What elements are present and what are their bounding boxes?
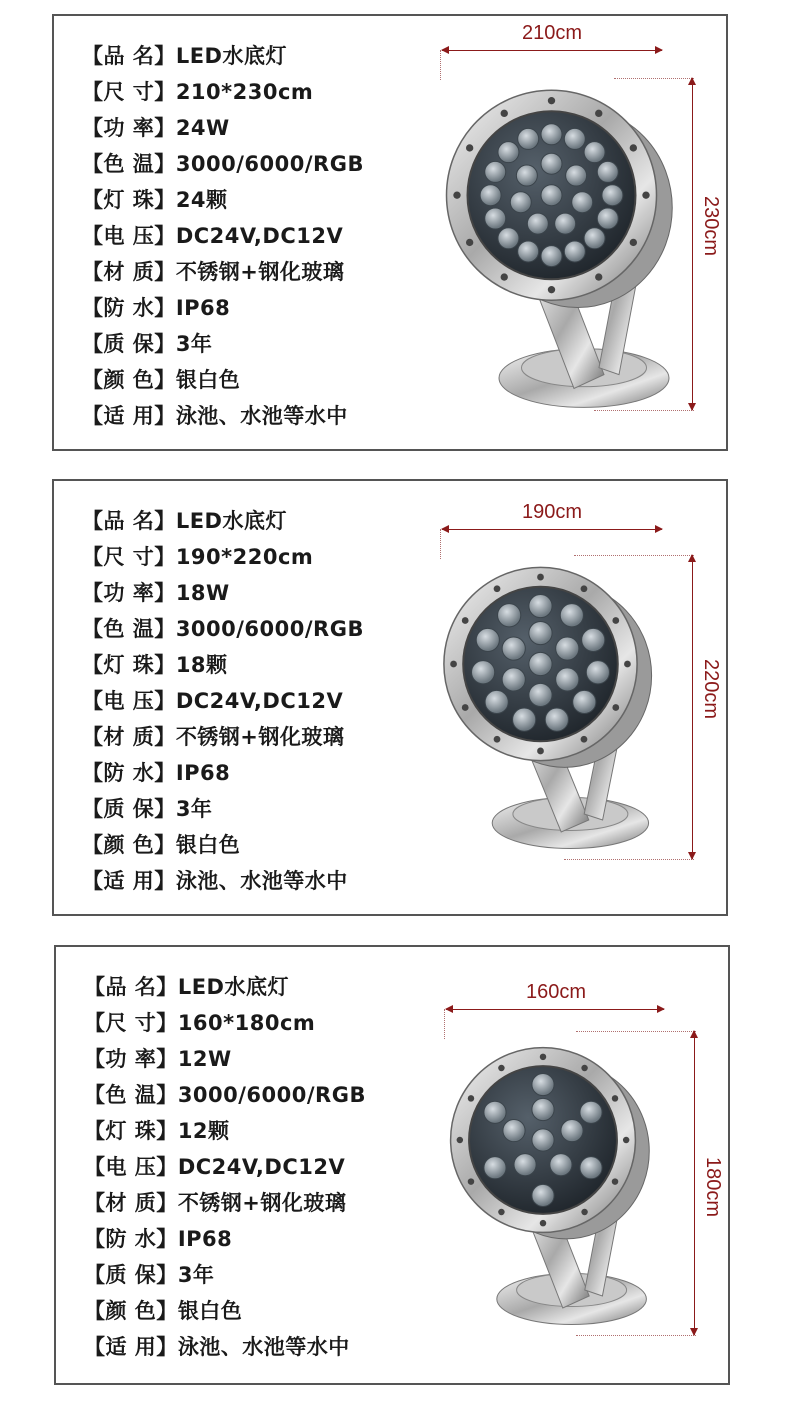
- led-bead: [532, 1184, 554, 1206]
- spec-row-voltage: [84, 1149, 366, 1185]
- spec-row-size: [84, 1005, 366, 1041]
- spec-key: 【材 质】: [82, 260, 176, 284]
- led-bead: [480, 185, 501, 206]
- ring-screw: [612, 1178, 618, 1184]
- spec-row-color: [84, 1293, 366, 1329]
- spec-value: 3000/6000/RGB: [177, 1083, 366, 1107]
- spec-key: 【颜 色】: [82, 833, 176, 857]
- led-bead: [580, 1157, 602, 1179]
- spec-key: 【材 质】: [82, 725, 176, 749]
- spec-row-warranty: [82, 326, 364, 362]
- spec-key: 【品 名】: [84, 975, 178, 999]
- led-bead: [484, 1101, 506, 1123]
- led-bead: [518, 128, 539, 149]
- height-dimension-arrow: [692, 78, 693, 410]
- spec-row-voltage: [82, 683, 364, 719]
- ring-screw: [494, 736, 501, 743]
- spec-row-beads: [82, 647, 364, 683]
- led-bead: [485, 208, 506, 229]
- spec-row-power: [82, 575, 364, 611]
- led-bead: [502, 668, 525, 691]
- ring-screw: [612, 617, 619, 624]
- ring-screw: [581, 736, 588, 743]
- spec-row-material: [82, 254, 364, 290]
- spec-row-waterproof: [82, 290, 364, 326]
- underwater-lamp-image: [444, 1032, 664, 1332]
- spec-row-waterproof: [84, 1221, 366, 1257]
- spec-row-size: [82, 74, 364, 110]
- spec-key: 【功 率】: [84, 1047, 178, 1071]
- product-card-18w: [52, 479, 728, 916]
- ring-screw: [537, 748, 544, 755]
- spec-row-color: [82, 827, 364, 863]
- spec-value: IP68: [177, 1227, 233, 1251]
- ring-screw: [501, 273, 508, 280]
- spec-value: 不锈钢+钢化玻璃: [177, 1191, 347, 1215]
- led-bead: [529, 594, 552, 617]
- led-bead: [564, 128, 585, 149]
- led-bead: [560, 604, 583, 627]
- spec-row-usage: [84, 1329, 366, 1365]
- spec-value: 12颗: [177, 1119, 230, 1143]
- ring-screw: [540, 1054, 546, 1060]
- ring-screw: [466, 239, 473, 246]
- spec-row-size: [82, 539, 364, 575]
- spec-key: 【功 率】: [82, 116, 176, 140]
- spec-key: 【色 温】: [82, 617, 176, 641]
- spec-value: 210*230cm: [175, 80, 314, 104]
- spec-row-power: [82, 110, 364, 146]
- led-bead: [518, 241, 539, 262]
- led-bead: [580, 1101, 602, 1123]
- spec-key: 【颜 色】: [82, 368, 176, 392]
- led-bead: [550, 1154, 572, 1176]
- spec-key: 【防 水】: [82, 296, 176, 320]
- ring-screw: [466, 144, 473, 151]
- spec-row-color-temp: [82, 611, 364, 647]
- underwater-lamp-image: [437, 556, 667, 856]
- spec-value: 3年: [177, 1263, 215, 1287]
- spec-key: 【品 名】: [82, 509, 176, 533]
- spec-value: IP68: [175, 761, 231, 785]
- led-bead: [529, 621, 552, 644]
- spec-key: 【灯 珠】: [84, 1119, 178, 1143]
- spec-value: 3000/6000/RGB: [175, 617, 364, 641]
- led-bead: [545, 708, 568, 731]
- ring-screw: [468, 1178, 474, 1184]
- spec-list: [84, 969, 366, 1365]
- height-dimension-arrow: [692, 555, 693, 859]
- spec-row-name: [82, 38, 364, 74]
- spec-list: [82, 38, 364, 434]
- led-bead: [556, 668, 579, 691]
- ring-screw: [612, 704, 619, 711]
- spec-row-material: [84, 1185, 366, 1221]
- led-bead: [555, 213, 576, 234]
- led-bead: [514, 1154, 536, 1176]
- ring-screw: [642, 192, 649, 199]
- spec-row-beads: [84, 1113, 366, 1149]
- spec-key: 【防 水】: [84, 1227, 178, 1251]
- spec-key: 【灯 珠】: [82, 653, 176, 677]
- width-dimension-label: 190cm: [521, 501, 583, 523]
- spec-key: 【质 保】: [82, 797, 176, 821]
- spec-key: 【适 用】: [84, 1335, 178, 1359]
- led-bead: [597, 161, 618, 182]
- spec-value: DC24V,DC12V: [177, 1155, 346, 1179]
- led-bead: [573, 690, 596, 713]
- spec-value: 泳池、水池等水中: [175, 869, 348, 893]
- led-bead: [498, 142, 519, 163]
- led-bead: [532, 1098, 554, 1120]
- spec-row-warranty: [82, 791, 364, 827]
- led-bead: [502, 637, 525, 660]
- ring-screw: [612, 1095, 618, 1101]
- ring-screw: [630, 239, 637, 246]
- ring-screw: [581, 585, 588, 592]
- ring-screw: [595, 110, 602, 117]
- spec-value: 3年: [175, 797, 213, 821]
- led-bead: [529, 683, 552, 706]
- height-dimension-arrow: [694, 1031, 695, 1335]
- spec-key: 【适 用】: [82, 404, 176, 428]
- spec-key: 【质 保】: [84, 1263, 178, 1287]
- spec-value: 银白色: [175, 368, 241, 392]
- led-bead: [541, 153, 562, 174]
- spec-row-power: [84, 1041, 366, 1077]
- led-bead: [556, 637, 579, 660]
- led-bead: [541, 124, 562, 145]
- spec-key: 【材 质】: [84, 1191, 178, 1215]
- spec-value: 不锈钢+钢化玻璃: [175, 725, 345, 749]
- led-bead: [498, 604, 521, 627]
- ring-screw: [581, 1209, 587, 1215]
- ring-screw: [548, 97, 555, 104]
- spec-row-material: [82, 719, 364, 755]
- led-bead: [532, 1129, 554, 1151]
- spec-value: 不锈钢+钢化玻璃: [175, 260, 345, 284]
- spec-row-warranty: [84, 1257, 366, 1293]
- led-bead: [498, 228, 519, 249]
- spec-row-color-temp: [82, 146, 364, 182]
- spec-value: 泳池、水池等水中: [175, 404, 348, 428]
- width-dimension-arrow: [442, 529, 662, 530]
- spec-key: 【灯 珠】: [82, 188, 176, 212]
- ring-screw: [624, 661, 631, 668]
- width-dimension-label: 160cm: [525, 981, 587, 1003]
- led-bead: [485, 690, 508, 713]
- ring-screw: [537, 574, 544, 581]
- spec-row-waterproof: [82, 755, 364, 791]
- spec-row-color-temp: [84, 1077, 366, 1113]
- spec-row-usage: [82, 398, 364, 434]
- spec-value: LED水底灯: [175, 44, 287, 68]
- ring-screw: [494, 585, 501, 592]
- spec-row-color: [82, 362, 364, 398]
- spec-value: LED水底灯: [177, 975, 289, 999]
- spec-row-name: [82, 503, 364, 539]
- spec-key: 【电 压】: [82, 224, 176, 248]
- led-bead: [503, 1119, 525, 1141]
- ring-screw: [453, 192, 460, 199]
- spec-value: 3000/6000/RGB: [175, 152, 364, 176]
- led-bead: [582, 628, 605, 651]
- spec-key: 【适 用】: [82, 869, 176, 893]
- spec-value: 190*220cm: [175, 545, 314, 569]
- ring-screw: [548, 286, 555, 293]
- spec-row-usage: [82, 863, 364, 899]
- led-bead: [586, 661, 609, 684]
- spec-key: 【质 保】: [82, 332, 176, 356]
- underwater-lamp-image: [439, 71, 689, 416]
- ring-screw: [595, 273, 602, 280]
- led-bead: [584, 142, 605, 163]
- spec-value: 18W: [175, 581, 230, 605]
- ring-screw: [581, 1065, 587, 1071]
- ring-screw: [540, 1220, 546, 1226]
- led-bead: [597, 208, 618, 229]
- spec-value: 银白色: [175, 833, 241, 857]
- spec-key: 【颜 色】: [84, 1299, 178, 1323]
- spec-key: 【防 水】: [82, 761, 176, 785]
- width-dimension-arrow: [442, 50, 662, 51]
- led-bead: [527, 213, 548, 234]
- led-bead: [513, 708, 536, 731]
- led-bead: [584, 228, 605, 249]
- height-dimension-label: 180cm: [702, 1157, 724, 1218]
- ring-screw: [462, 704, 469, 711]
- led-bead: [476, 628, 499, 651]
- spec-key: 【色 温】: [84, 1083, 178, 1107]
- spec-value: 银白色: [177, 1299, 243, 1323]
- ring-screw: [450, 661, 457, 668]
- led-bead: [541, 246, 562, 267]
- led-bead: [529, 652, 552, 675]
- width-dimension-label: 210cm: [521, 22, 583, 44]
- spec-key: 【功 率】: [82, 581, 176, 605]
- spec-value: 泳池、水池等水中: [177, 1335, 350, 1359]
- led-bead: [572, 192, 593, 213]
- led-bead: [485, 161, 506, 182]
- spec-value: 3年: [175, 332, 213, 356]
- led-bead: [561, 1119, 583, 1141]
- spec-key: 【尺 寸】: [82, 545, 176, 569]
- ring-screw: [457, 1137, 463, 1143]
- height-dimension-label: 220cm: [700, 659, 722, 720]
- spec-value: DC24V,DC12V: [175, 689, 344, 713]
- spec-key: 【电 压】: [82, 689, 176, 713]
- spec-value: 12W: [177, 1047, 232, 1071]
- led-bead: [510, 192, 531, 213]
- spec-list: [82, 503, 364, 899]
- ring-screw: [630, 144, 637, 151]
- spec-value: 18颗: [175, 653, 228, 677]
- spec-value: LED水底灯: [175, 509, 287, 533]
- led-bead: [484, 1157, 506, 1179]
- spec-value: 24颗: [175, 188, 228, 212]
- spec-key: 【品 名】: [82, 44, 176, 68]
- led-bead: [602, 185, 623, 206]
- product-card-24w: [52, 14, 728, 451]
- led-bead: [516, 165, 537, 186]
- ring-screw: [623, 1137, 629, 1143]
- width-dimension-arrow: [446, 1009, 664, 1010]
- spec-value: 160*180cm: [177, 1011, 316, 1035]
- ring-screw: [498, 1065, 504, 1071]
- spec-key: 【尺 寸】: [82, 80, 176, 104]
- led-bead: [541, 185, 562, 206]
- ring-screw: [498, 1209, 504, 1215]
- spec-value: 24W: [175, 116, 230, 140]
- spec-value: IP68: [175, 296, 231, 320]
- ring-screw: [501, 110, 508, 117]
- ring-screw: [462, 617, 469, 624]
- led-bead: [564, 241, 585, 262]
- spec-row-voltage: [82, 218, 364, 254]
- ring-screw: [468, 1095, 474, 1101]
- led-bead: [532, 1073, 554, 1095]
- led-bead: [566, 165, 587, 186]
- product-card-12w: [54, 945, 730, 1385]
- spec-key: 【色 温】: [82, 152, 176, 176]
- spec-row-name: [84, 969, 366, 1005]
- led-bead: [472, 661, 495, 684]
- spec-value: DC24V,DC12V: [175, 224, 344, 248]
- spec-row-beads: [82, 182, 364, 218]
- spec-key: 【尺 寸】: [84, 1011, 178, 1035]
- height-dimension-label: 230cm: [700, 196, 722, 257]
- spec-key: 【电 压】: [84, 1155, 178, 1179]
